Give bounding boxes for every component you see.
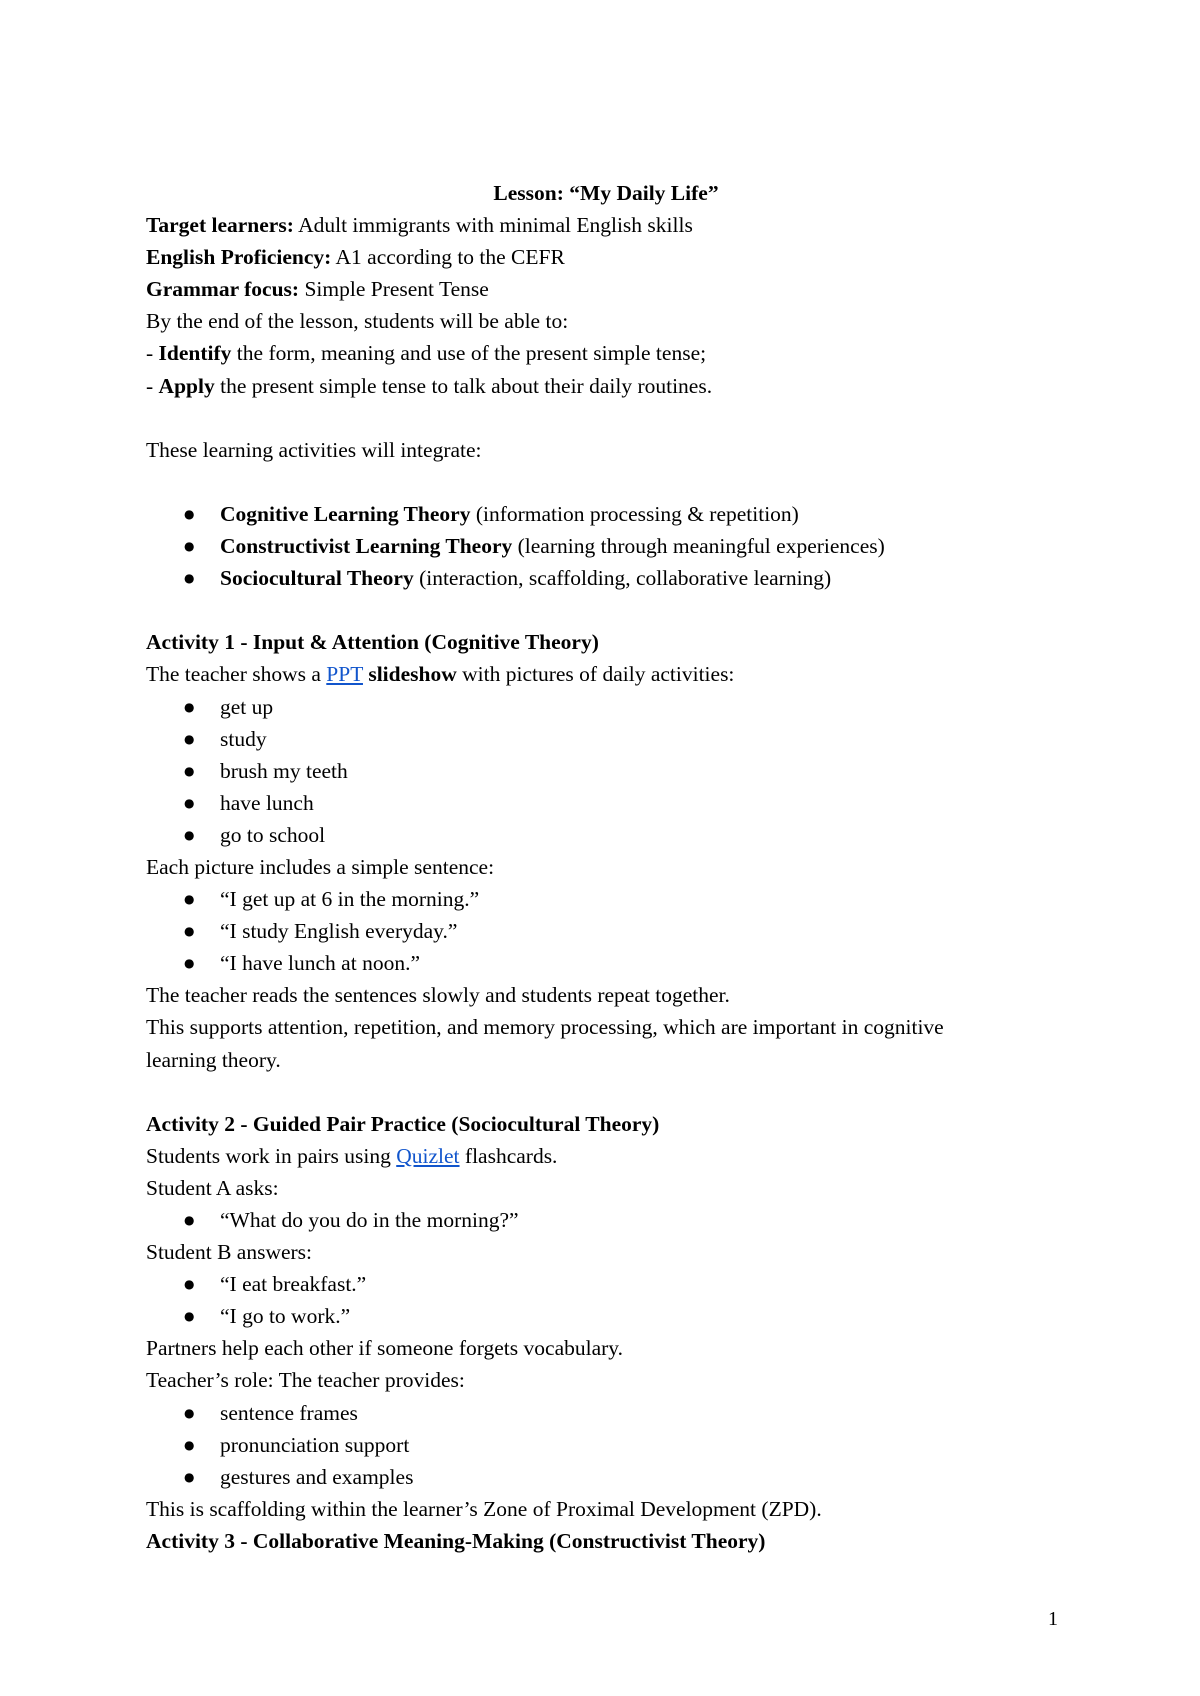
meta-grammar-focus: Grammar focus: Simple Present Tense xyxy=(146,277,489,302)
student-a-label: Student A asks: xyxy=(146,1175,279,1200)
activity1-intro: The teacher shows a PPT slideshow with pictures of daily activities: xyxy=(146,662,735,687)
objective-identify: - Identify the form, meaning and use of the present simple tense; xyxy=(146,341,707,366)
theories-list xyxy=(146,498,1066,594)
activity1-text: learning theory. xyxy=(146,1047,281,1072)
page-number: 1 xyxy=(1048,1608,1058,1630)
activity1-heading: Activity 1 - Input & Attention (Cognitive Theory) xyxy=(146,630,599,655)
zpd-text: This is scaffolding within the learner’s Zone of Proximal Development (ZPD). xyxy=(146,1496,822,1521)
list-item: ● “I have lunch at noon.” xyxy=(146,947,1066,979)
meta-english-proficiency: English Proficiency: A1 according to the CEFR xyxy=(146,245,565,270)
activity3-heading: Activity 3 - Collaborative Meaning-Making (Constructivist Theory) xyxy=(146,1528,766,1553)
list-item: ● “I go to work.” xyxy=(146,1300,1066,1332)
meta-target-learners: Target learners: Adult immigrants with minimal English skills xyxy=(146,213,693,238)
example-sentences-list xyxy=(146,883,1066,979)
list-item: ● “What do you do in the morning?” xyxy=(146,1204,1066,1236)
list-item: ● have lunch xyxy=(146,787,1066,819)
questions-list xyxy=(146,1204,1066,1236)
spacer xyxy=(146,466,1066,498)
list-item: ● Sociocultural Theory (interaction, scaffolding, collaborative learning) xyxy=(146,562,1066,594)
activity2-heading: Activity 2 - Guided Pair Practice (Sociocultural Theory) xyxy=(146,1111,660,1136)
list-item: ● brush my teeth xyxy=(146,755,1066,787)
ppt-link[interactable]: PPT xyxy=(326,662,363,687)
list-item: ● gestures and examples xyxy=(146,1461,1066,1493)
document-body xyxy=(146,177,1066,1557)
activity1-text: The teacher reads the sentences slowly and students repeat together. xyxy=(146,983,730,1008)
list-item: ● sentence frames xyxy=(146,1397,1066,1429)
lesson-title: Lesson: “My Daily Life” xyxy=(493,181,719,205)
spacer xyxy=(146,402,1066,434)
daily-activities-list xyxy=(146,691,1066,851)
objective-apply: - Apply the present simple tense to talk about their daily routines. xyxy=(146,373,713,398)
list-item: ● pronunciation support xyxy=(146,1429,1066,1461)
objectives-intro: By the end of the lesson, students will be able to: xyxy=(146,309,569,334)
list-item: ● go to school xyxy=(146,819,1066,851)
activity1-text: This supports attention, repetition, and memory processing, which are important in cognitive xyxy=(146,1015,944,1040)
list-item: ● “I eat breakfast.” xyxy=(146,1268,1066,1300)
answers-list xyxy=(146,1268,1066,1332)
spacer xyxy=(146,594,1066,626)
list-item: ● get up xyxy=(146,691,1066,723)
spacer xyxy=(146,1076,1066,1108)
list-item: ● “I study English everyday.” xyxy=(146,915,1066,947)
quizlet-link[interactable]: Quizlet xyxy=(396,1143,460,1168)
list-item: ● “I get up at 6 in the morning.” xyxy=(146,883,1066,915)
list-item: ● Cognitive Learning Theory (information processing & repetition) xyxy=(146,498,1066,530)
teacher-role-text: Teacher’s role: The teacher provides: xyxy=(146,1368,465,1393)
supports-list xyxy=(146,1397,1066,1493)
student-b-label: Student B answers: xyxy=(146,1240,313,1265)
list-item: ● Constructivist Learning Theory (learning through meaningful experiences) xyxy=(146,530,1066,562)
list-item: ● study xyxy=(146,723,1066,755)
activity2-intro: Students work in pairs using Quizlet flashcards. xyxy=(146,1143,558,1168)
sentence-intro: Each picture includes a simple sentence: xyxy=(146,854,495,879)
integrate-intro: These learning activities will integrate: xyxy=(146,437,482,462)
partners-text: Partners help each other if someone forgets vocabulary. xyxy=(146,1336,624,1361)
